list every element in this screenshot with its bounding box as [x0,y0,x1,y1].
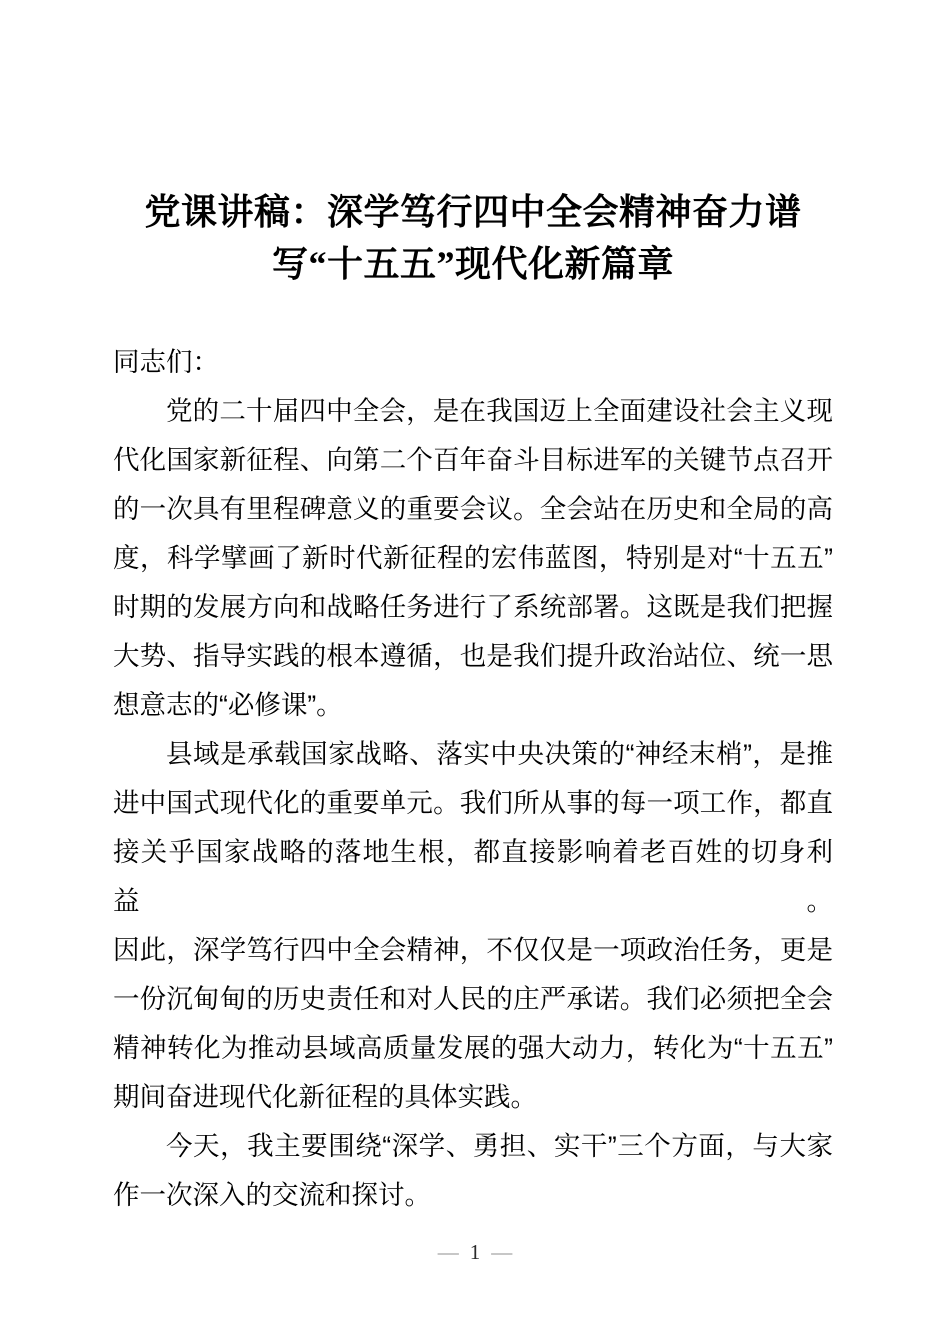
footer-dash-right: — [491,1240,513,1264]
text-line: 因此，深学笃行四中全会精神，不仅仅是一项政治任务，更是 [113,935,833,965]
text-line: 一份沉甸甸的历史责任和对人民的庄严承诺。我们必须把全会 [113,984,833,1014]
paragraph [113,730,833,1122]
title-line-1: 党课讲稿：深学笃行四中全会精神奋力谱 [144,192,802,232]
text-line: 进中国式现代化的重要单元。我们所从事的每一项工作，都直 [113,788,833,818]
paragraph [113,1122,833,1220]
text-line: 想意志的“必修课”。 [113,690,343,720]
page-number: 1 [469,1240,481,1264]
text-line: 党的二十届四中全会，是在我国迈上全面建设社会主义现 [166,396,833,426]
document-title [113,186,833,290]
salutation: 同志们： [113,347,219,377]
footer-dash-left: — [437,1240,459,1264]
document-body [113,338,833,1220]
title-line-2: 写“十五五”现代化新篇章 [271,244,674,284]
text-line: 精神转化为推动县域高质量发展的强大动力，转化为“十五五” [113,1033,833,1063]
paragraphs-container [113,387,833,1220]
paragraph [113,387,833,730]
text-line: 代化国家新征程、向第二个百年奋斗目标进军的关键节点召开 [113,445,833,475]
text-line: 作一次深入的交流和探讨。 [113,1180,431,1210]
text-line: 期间奋进现代化新征程的具体实践。 [113,1082,537,1112]
page-footer [0,1237,950,1267]
text-line: 今天，我主要围绕“深学、勇担、实干”三个方面，与大家 [166,1131,833,1161]
text-line: 接关乎国家战略的落地生根，都直接影响着老百姓的切身利益。 [113,837,833,916]
text-line: 时期的发展方向和战略任务进行了系统部署。这既是我们把握 [113,592,833,622]
text-line: 县域是承载国家战略、落实中央决策的“神经末梢”，是推 [166,739,833,769]
text-line: 大势、指导实践的根本遵循，也是我们提升政治站位、统一思 [113,641,833,671]
text-line: 的一次具有里程碑意义的重要会议。全会站在历史和全局的高 [113,494,833,524]
text-line: 度，科学擘画了新时代新征程的宏伟蓝图，特别是对“十五五” [113,543,833,573]
